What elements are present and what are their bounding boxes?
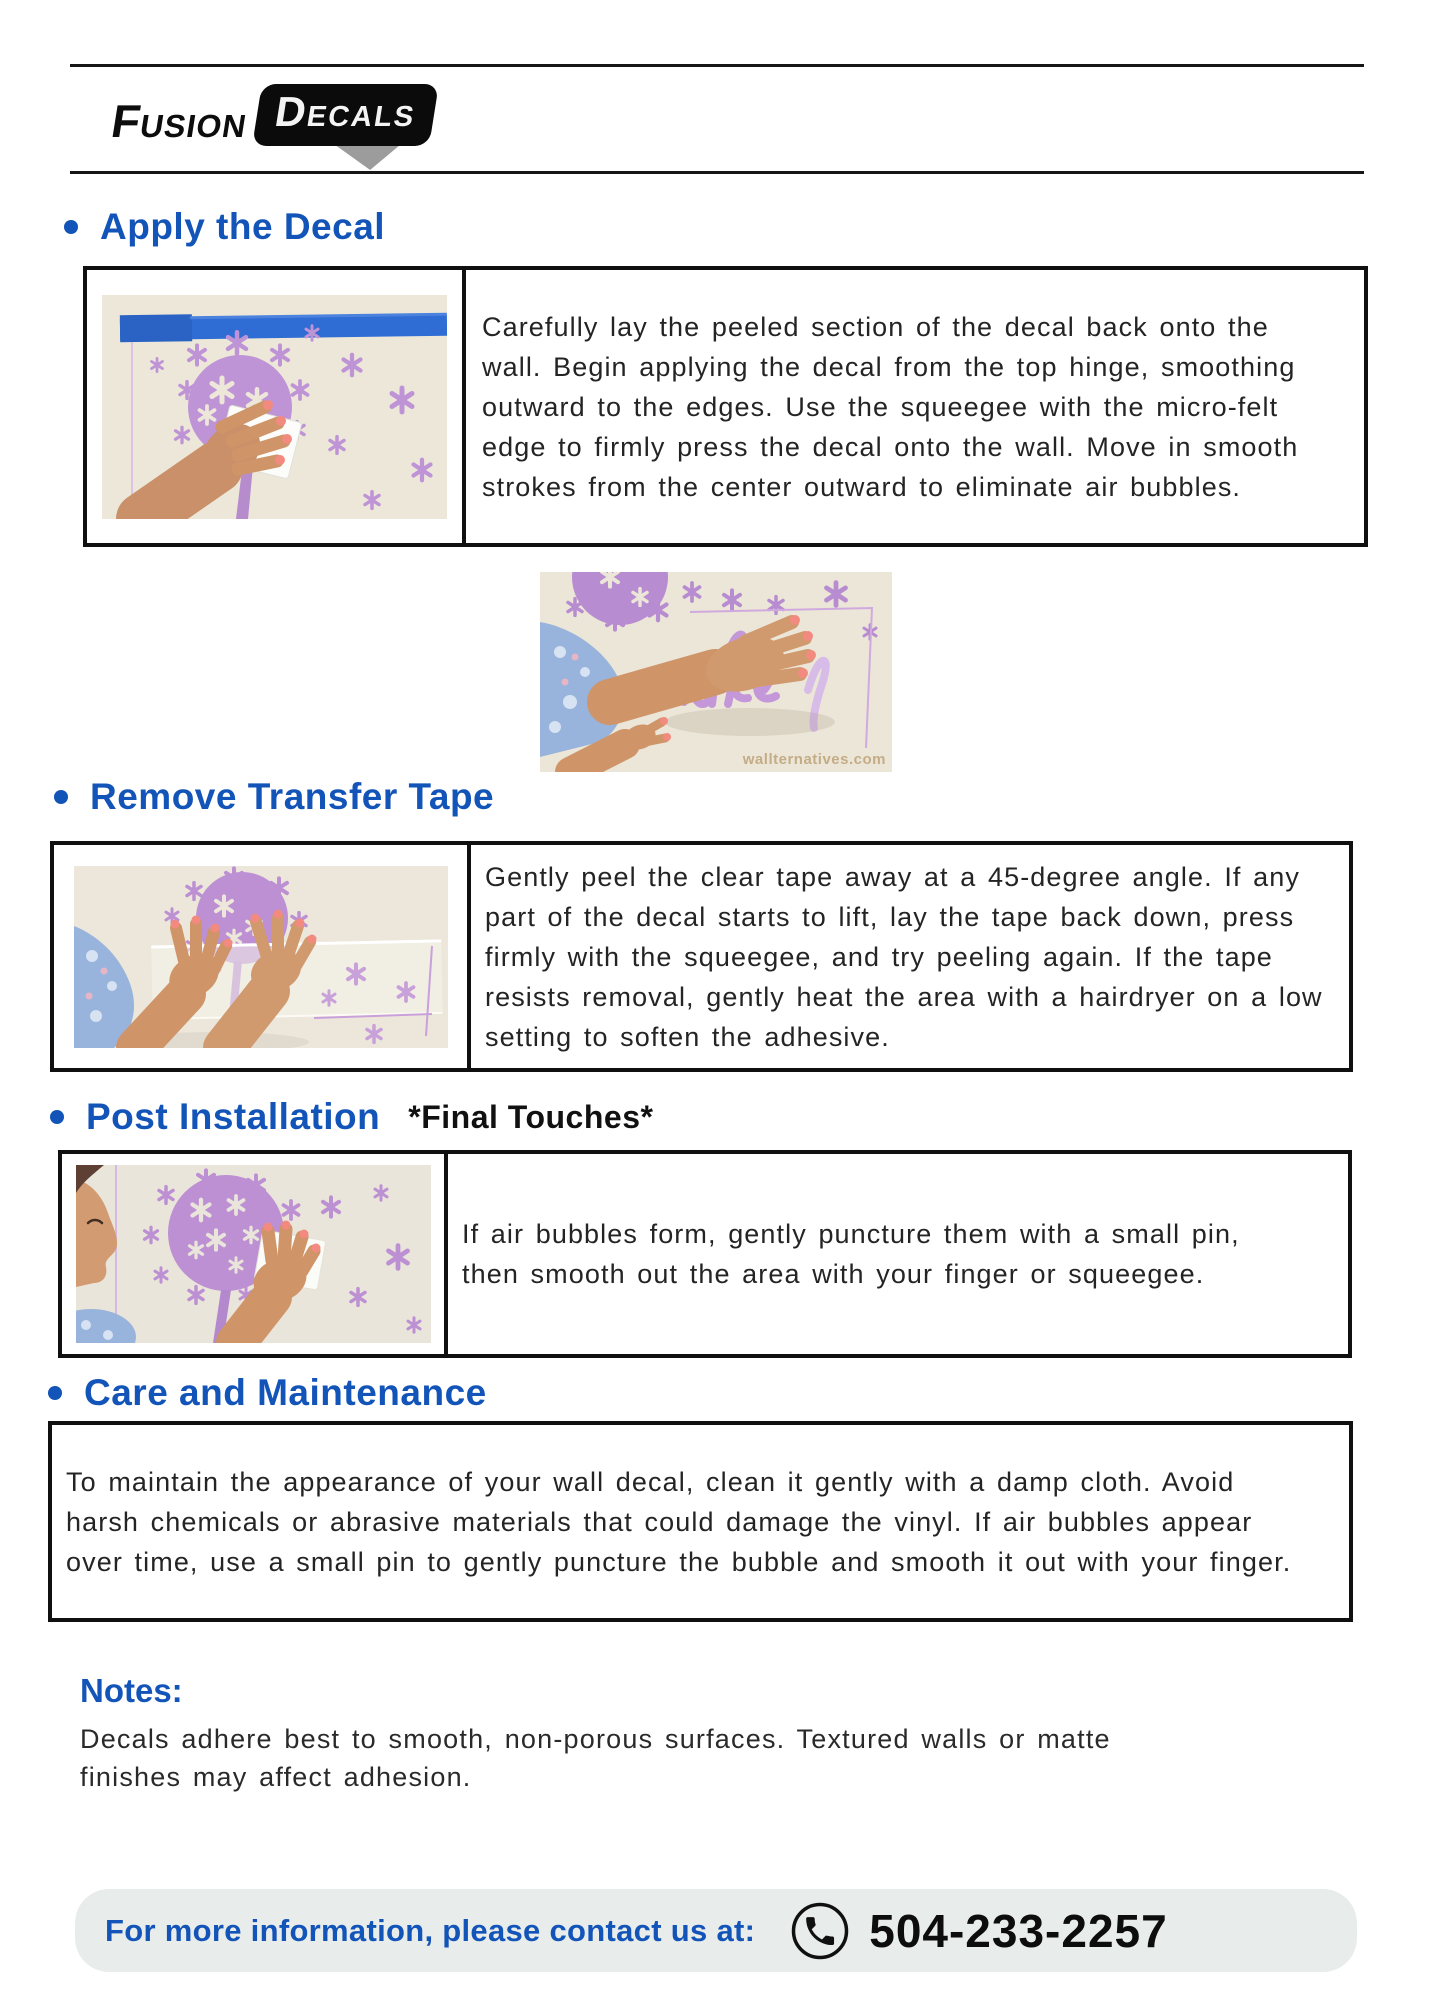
bullet-dot: [64, 220, 78, 234]
remove-text-cell: [471, 845, 1349, 1068]
bullet-dot: [54, 790, 68, 804]
section-heading-post: [50, 1098, 653, 1135]
post-photo-cell: [62, 1154, 448, 1354]
post-instruction-box: [58, 1150, 1352, 1358]
care-body-text: To maintain the appearance of your wall decal, clean it gently with a damp cloth. Avoid harsh chemicals or abrasive materials that could damage the vinyl. If air bubbles appear over time, use a small pin to gently puncture the bubble and smooth it out with your finger.: [66, 1466, 1292, 1577]
contact-label: For more information, please contact us at:: [105, 1912, 756, 1948]
remove-body-text: Gently peel the clear tape away at a 45-degree angle. If any part of the decal starts to lift, lay the tape back down, press firmly with the squeegee, and try peeling again. If the tape resists removal, gently heat the area with a hairdryer on a low setting to soften the adhesive.: [485, 861, 1323, 1052]
phone-icon: [789, 1900, 851, 1962]
section-title-post: Post Installation: [86, 1096, 381, 1137]
post-body-text: If air bubbles form, gently puncture them with a small pin, then smooth out the area with your finger or squeegee.: [462, 1219, 1240, 1289]
section-title-care: Care and Maintenance: [84, 1372, 487, 1413]
section-subtitle-post: *Final Touches*: [408, 1098, 654, 1135]
bullet-dot: [48, 1386, 62, 1400]
top-divider-line: [70, 64, 1364, 67]
pressing-decal-photo-wrap: [540, 572, 892, 772]
logo-decals-badge: [253, 84, 439, 146]
brand-logo: [107, 84, 434, 148]
section-title-apply: Apply the Decal: [100, 206, 386, 247]
notes-body-text: Decals adhere best to smooth, non-porous surfaces. Textured walls or matte finishes may affect adhesion.: [80, 1724, 1111, 1792]
section-title-remove: Remove Transfer Tape: [90, 776, 495, 817]
phone-number: 504-233-2257: [869, 1904, 1168, 1957]
logo-decals-text: Decals: [272, 88, 421, 135]
photo-watermark: wallternatives.com: [742, 751, 886, 768]
post-text-cell: [448, 1154, 1348, 1354]
section-heading-remove: [54, 778, 494, 815]
bullet-dot: [50, 1110, 64, 1124]
pressing-decal-photo: [540, 572, 892, 772]
remove-instruction-box: [50, 841, 1353, 1072]
section-heading-apply: [64, 208, 385, 245]
remove-tape-photo: [74, 866, 448, 1048]
post-install-photo: [76, 1165, 431, 1343]
contact-footer: [75, 1889, 1357, 1972]
apply-body-text: Carefully lay the peeled section of the decal back onto the wall. Begin applying the decal from the top hinge, smoothing outward to the edges. Use the squeegee with the micro-felt edge to firmly press the decal onto the wall. Move in smooth strokes from the center outward to eliminate air bubbles.: [482, 311, 1299, 502]
care-instruction-box: [48, 1421, 1353, 1622]
apply-instruction-box: [83, 266, 1368, 547]
section-heading-care: [48, 1374, 487, 1411]
logo-fusion-text: Fusion: [107, 95, 252, 147]
apply-decal-photo: [102, 295, 447, 519]
header-divider-line: [70, 171, 1364, 174]
apply-photo-cell: [87, 270, 466, 543]
apply-text-cell: [466, 270, 1364, 543]
remove-photo-cell: [54, 845, 471, 1068]
notes-title: Notes:: [80, 1672, 183, 1709]
